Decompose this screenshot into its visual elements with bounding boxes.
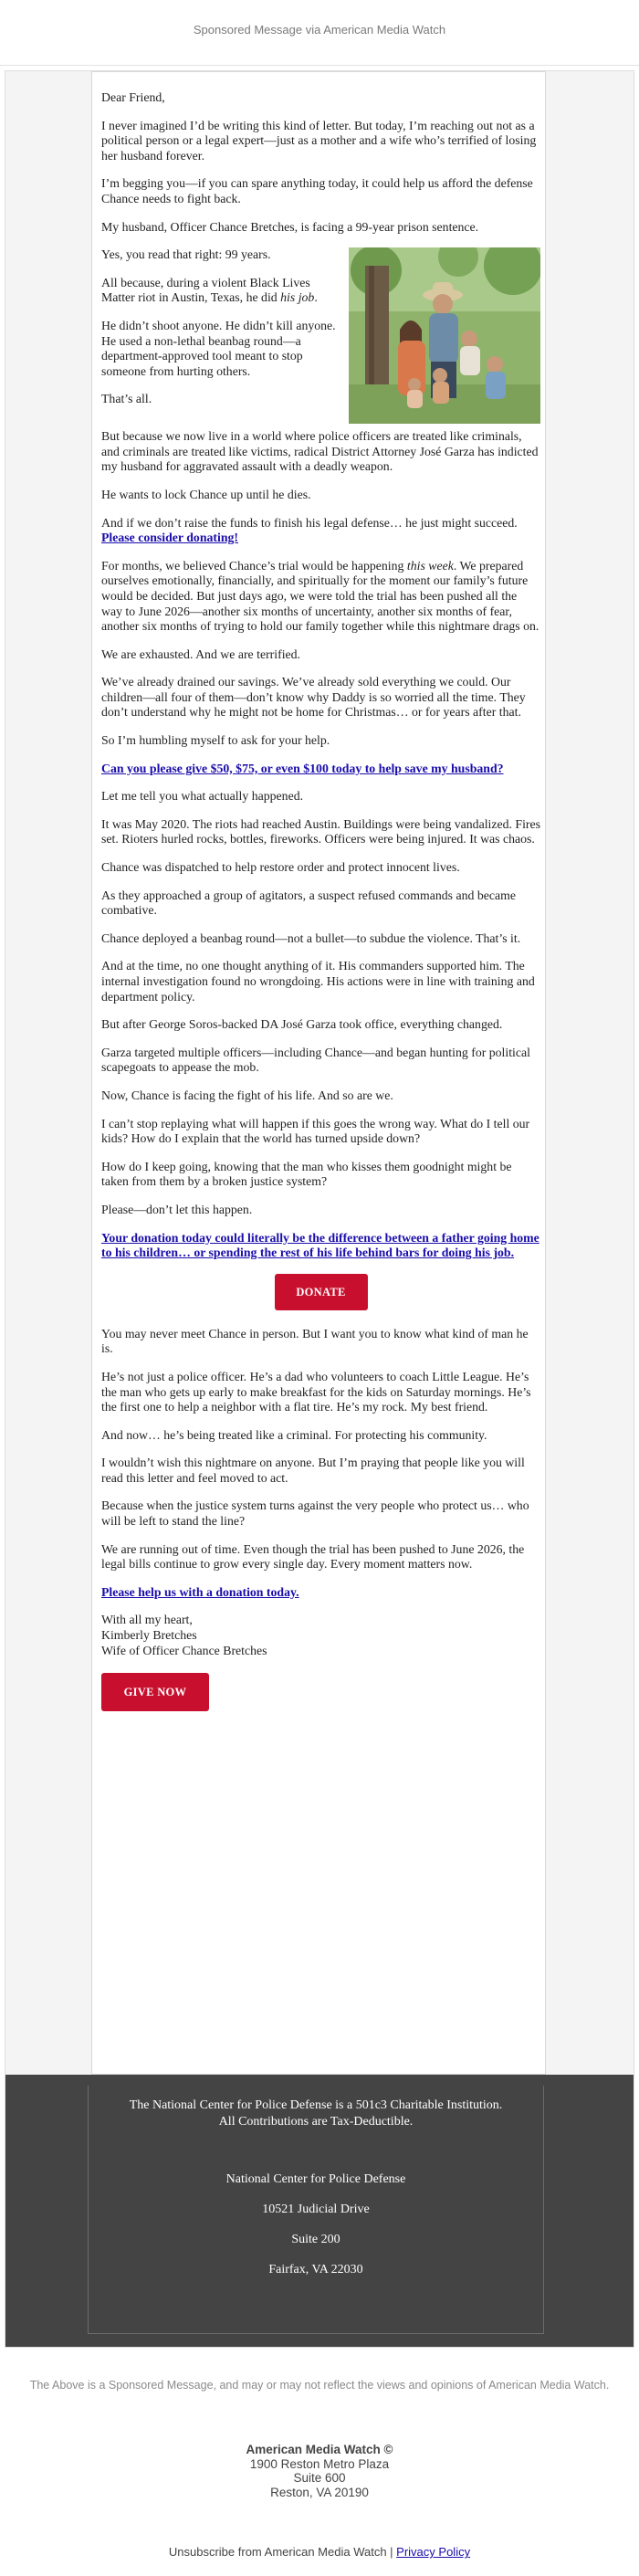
- give-now-button[interactable]: GIVE NOW: [101, 1673, 209, 1711]
- photo-block: [101, 247, 540, 429]
- paragraph: Because when the justice system turns against the very people who protect us… who will be left to stand the line?: [101, 1498, 529, 1529]
- paragraph: We are exhausted. And we are terrified.: [101, 647, 301, 661]
- org-address: [89, 2171, 543, 2278]
- paragraph: And if we don’t raise the funds to finish his legal defense… he just might succeed. Please consider donating!: [101, 515, 518, 545]
- unsubscribe-link[interactable]: Unsubscribe from American Media Watch: [168, 2545, 387, 2560]
- paragraph: It was May 2020. The riots had reached Austin. Buildings were being vandalized. Fires set. Rioters hurled rocks, bottles, fireworks. Officers were being injured. It was chaos.: [101, 816, 540, 846]
- paragraph: Garza targeted multiple officers—including Chance—and began hunting for political scapegoats to appease the mob.: [101, 1045, 530, 1075]
- paragraph: So I’m humbling myself to ask for your help.: [101, 733, 330, 748]
- paragraph: But because we now live in a world where police officers are treated like criminals, and criminals are treated like victims, radical District Attorney José Garza has indicted my husband for aggravated assault with a deadly weapon.: [101, 429, 539, 474]
- email-frame: [5, 70, 634, 2348]
- paragraph: Please—don’t let this happen.: [101, 1202, 253, 1216]
- paragraph: Chance was dispatched to help restore order and protect innocent lives.: [101, 860, 460, 875]
- sponsor-disclaimer: The Above is a Sponsored Message, and may or may not reflect the views and opinions of American Media Watch.: [29, 2379, 610, 2392]
- signer-name: Kimberly Bretches: [101, 1628, 197, 1643]
- greeting: Dear Friend,: [101, 90, 165, 104]
- paragraph: I never imagined I’d be writing this kind of letter. But today, I’m reaching out not as a political person or a legal expert—just as a mother and a wife who’s terrified of losing her husband forever.: [101, 118, 537, 163]
- paragraph: He didn’t shoot anyone. He didn’t kill anyone. He used a non-lethal beanbag round—a department-approved tool meant to stop someone from hurting others.: [101, 318, 336, 378]
- paragraph: And at the time, no one thought anything of it. His commanders supported him. The internal investigation found no wrongdoing. His actions were in line with training and department policy.: [101, 959, 535, 1004]
- tax-deductible-line: All Contributions are Tax-Deductible.: [218, 2115, 414, 2129]
- org-footer: [5, 2075, 634, 2347]
- give-amount-link[interactable]: Can you please give $50, $75, or even $100 today to help save my husband?: [101, 761, 504, 775]
- paragraph: Now, Chance is facing the fight of his life. And so are we.: [101, 1088, 393, 1102]
- paragraph: But after George Soros-backed DA José Garza took office, everything changed.: [101, 1017, 503, 1032]
- difference-link[interactable]: Your donation today could literally be the difference between a father going home to his children… or spending the rest of his life behind bars for doing his job.: [101, 1230, 539, 1260]
- org-footer-box: [88, 2086, 544, 2334]
- paragraph: Chance deployed a beanbag round—not a bullet—to subdue the violence. That’s it.: [101, 931, 521, 945]
- paragraph: He’s not just a police officer. He’s a dad who volunteers to coach Little League. He’s the man who gets up early to make breakfast for the kids on Saturday mornings. He’s the first one to help a neighbor with a flat tire. He’s my rock. My best friend.: [101, 1369, 531, 1414]
- paragraph: As they approached a group of agitators, a suspect refused commands and became combative.: [101, 888, 516, 918]
- paragraph: All because, during a violent Black Lives Matter riot in Austin, Texas, he did his job.: [101, 275, 318, 305]
- org-city: Fairfax, VA 22030: [268, 2263, 363, 2276]
- donation-today-link[interactable]: Please help us with a donation today.: [101, 1584, 299, 1599]
- org-suite: Suite 200: [291, 2233, 340, 2246]
- closing: With all my heart,: [101, 1613, 193, 1627]
- paragraph: [101, 1231, 540, 1261]
- paragraph: How do I keep going, knowing that the man who kisses them goodnight might be taken from them by a broken justice system?: [101, 1159, 512, 1189]
- org-street: 10521 Judicial Drive: [262, 2203, 370, 2216]
- org-name: National Center for Police Defense: [225, 2172, 406, 2186]
- unsubscribe-bar: [0, 2545, 639, 2559]
- separator: |: [386, 2545, 397, 2560]
- donate-button[interactable]: DONATE: [275, 1274, 368, 1310]
- paragraph: [101, 1585, 540, 1601]
- give-button-wrap: [101, 1673, 540, 1711]
- sponsored-text: Sponsored Message via American Media Watch: [193, 23, 446, 37]
- sender-suite: Suite 600: [293, 2471, 346, 2486]
- family-photo: [349, 247, 540, 424]
- privacy-policy-link[interactable]: Privacy Policy: [396, 2545, 471, 2560]
- sender-city: Reston, VA 20190: [270, 2485, 369, 2499]
- paragraph: We’ve already drained our savings. We’ve already sold everything we could. Our children—all four of them—don’t know why Daddy is so worried all the time. They don’t understand why he might not be home for Christmas… or for years after that.: [101, 675, 526, 720]
- sender-address: [0, 2443, 639, 2499]
- paragraph: My husband, Officer Chance Bretches, is facing a 99-year prison sentence.: [101, 219, 479, 234]
- paragraph: That’s all.: [101, 392, 152, 406]
- donate-link[interactable]: Please consider donating!: [101, 531, 238, 545]
- paragraph: I wouldn’t wish this nightmare on anyone. But I’m praying that people like you will read this letter and feel moved to act.: [101, 1456, 525, 1485]
- paragraph: We are running out of time. Even though the trial has been pushed to June 2026, the legal bills continue to grow every single day. Every moment matters now.: [101, 1541, 525, 1572]
- paragraph: [101, 762, 540, 777]
- paragraph: He wants to lock Chance up until he dies.: [101, 487, 311, 501]
- paragraph: I’m begging you—if you can spare anything today, it could help us afford the defense Chance needs to fight back.: [101, 176, 533, 205]
- sender-street: 1900 Reston Metro Plaza: [249, 2456, 390, 2471]
- tax-status-line: The National Center for Police Defense is a 501c3 Charitable Institution.: [129, 2098, 503, 2112]
- paragraph: Let me tell you what actually happened.: [101, 789, 304, 804]
- signature: [101, 1613, 540, 1658]
- paragraph: I can’t stop replaying what will happen if this goes the wrong way. What do I tell our kids? How do I explain that the world has turned upside down?: [101, 1116, 530, 1146]
- sponsored-header: [0, 0, 639, 66]
- paragraph: For months, we believed Chance’s trial would be happening this week. We prepared ourselves emotionally, financially, and spiritually for the moment our family’s future would be decided. But just days ago, we were told the trial has been pushed all the way to June 2026—another six months of uncertainty, another six months of fear, another six months of trying to hold our family together while this nightmare drags on.: [101, 558, 539, 634]
- sender-name: American Media Watch ©: [246, 2443, 393, 2456]
- paragraph: You may never meet Chance in person. But I want you to know what kind of man he is.: [101, 1326, 529, 1356]
- signer-title: Wife of Officer Chance Bretches: [101, 1643, 267, 1657]
- paragraph: And now… he’s being treated like a criminal. For protecting his community.: [101, 1427, 487, 1442]
- donate-button-wrap: [101, 1274, 540, 1310]
- letter-body: [91, 71, 546, 2075]
- paragraph: Yes, you read that right: 99 years.: [101, 247, 271, 262]
